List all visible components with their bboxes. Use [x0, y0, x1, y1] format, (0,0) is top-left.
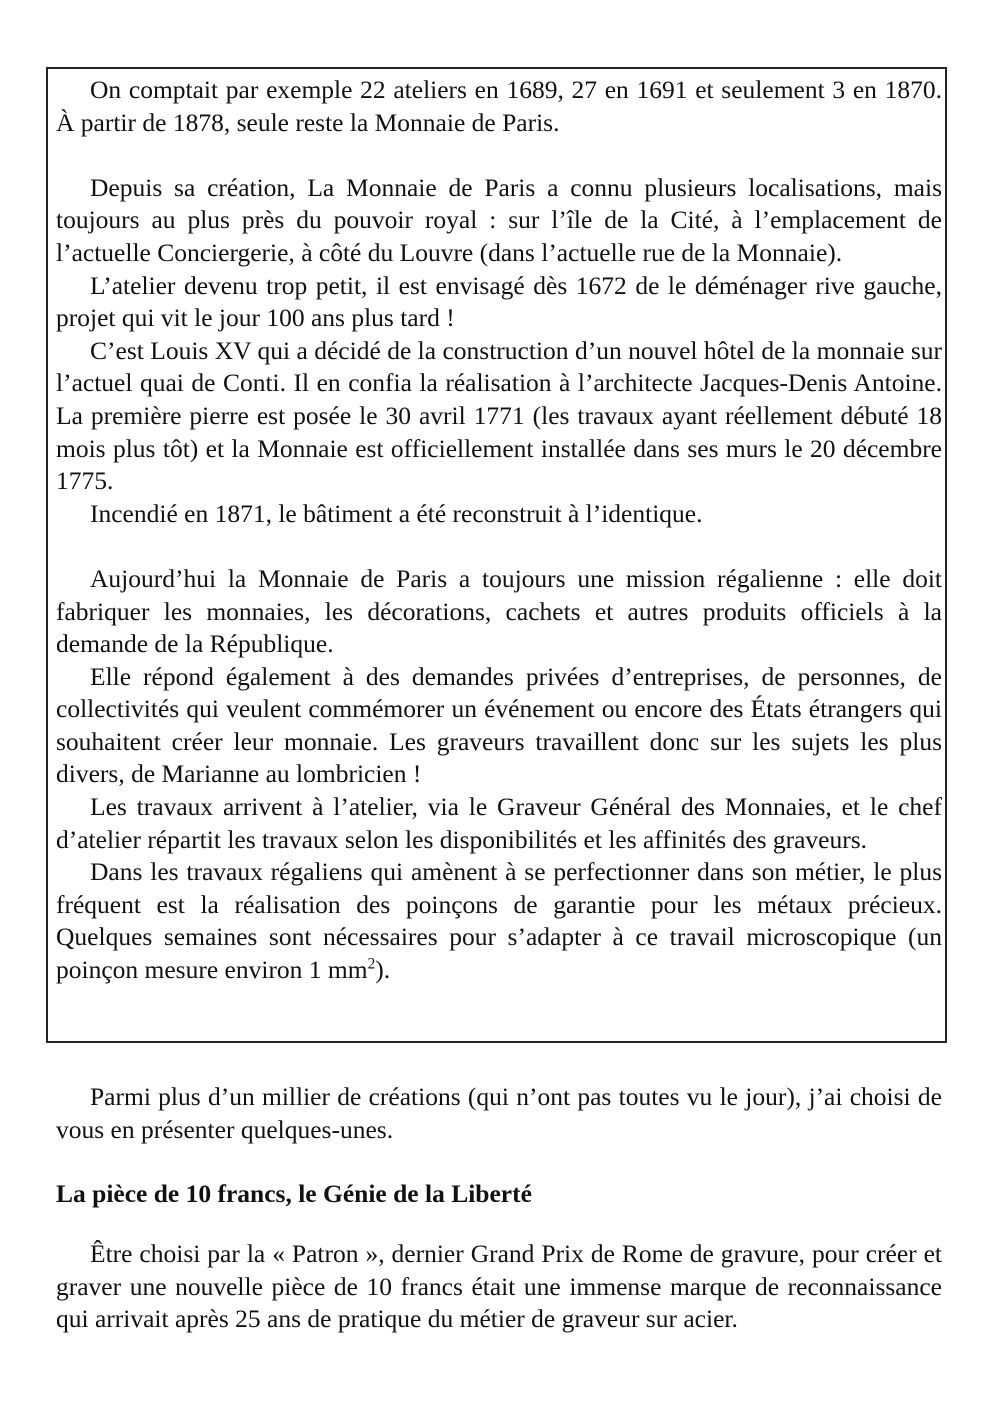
paragraph-hallmark-punches — [56, 856, 942, 986]
paragraph-locations: Depuis sa création, La Monnaie de Paris a connu plusieurs localisations, mais toujours au plus près du pouvoir royal : sur l’île de la Cité, à l’emplacement de l’actuelle Conciergerie, à côté du Louvre (dans l’actuelle rue de la Monnaie). — [56, 172, 942, 267]
paragraph-regalian-mission: Aujourd’hui la Monnaie de Paris a toujours une mission régalienne : elle doit fabriquer les monnaies, les décorations, cachets et autres produits officiels à la demande de la République. — [56, 563, 942, 659]
paragraph-workflow: Les travaux arrivent à l’atelier, via le Graveur Général des Monnaies, et le chef d’atelier répartit les travaux selon les disponibilités et les affinités des graveurs. — [56, 792, 942, 854]
hallmark-text: Dans les travaux régaliens qui amènent à se perfectionner dans son métier, le plus fréquent est la réalisation des poinçons de garantie pour les métaux précieux. Quelques semaines sont nécessaires pour s’adapter à ce travail microscopique (un poinçon mesure environ 1 mm — [56, 857, 942, 985]
final-section — [56, 1238, 942, 1336]
boxed-section — [56, 74, 942, 987]
paragraph-louis-xv: C’est Louis XV qui a décidé de la construction d’un nouvel hôtel de la monnaie sur l’actuel quai de Conti. Il en confia la réalisation à l’architecte Jacques-Denis Antoine. La première pierre est posée le 30 avril 1771 (les travaux ayant réellement débuté 18 mois plus tôt) et la Monnaie est officiellement installée dans ses murs le 20 décembre 1775. — [56, 335, 942, 496]
superscript-two: 2 — [367, 955, 376, 973]
paragraph-ten-francs: Être choisi par la « Patron », dernier Grand Prix de Rome de gravure, pour créer et graver une nouvelle pièce de 10 francs était une immense marque de reconnaissance qui arrivait après 25 ans de pratique du métier de graveur sur acier. — [56, 1239, 942, 1334]
section-heading: La pièce de 10 francs, le Génie de la Liberté — [56, 1179, 532, 1208]
closing-paren: ). — [375, 955, 391, 985]
paragraph-private-requests: Elle répond également à des demandes privées d’entreprises, de personnes, de collectivités qui veulent commémorer un événement ou encore des États étrangers qui souhaitent créer leur monnaie. Les graveurs travaillent donc sur les sujets les plus divers, de Marianne au lombricien ! — [56, 661, 942, 789]
paragraph-workshop-move: L’atelier devenu trop petit, il est envisagé dès 1672 de le déménager rive gauche, projet qui vit le jour 100 ans plus tard ! — [56, 270, 942, 333]
paragraph-creations: Parmi plus d’un millier de créations (qui n’ont pas toutes vu le jour), j’ai choisi de vous en présenter quelques-unes. — [56, 1082, 942, 1144]
paragraph-fire-1871: Incendié en 1871, le bâtiment a été reconstruit à l’identique. — [90, 498, 703, 528]
after-box-section — [56, 1081, 942, 1146]
paragraph-workshops-count: On comptait par exemple 22 ateliers en 1689, 27 en 1691 et seulement 3 en 1870. À partir de 1878, seule reste la Monnaie de Paris. — [56, 75, 942, 137]
